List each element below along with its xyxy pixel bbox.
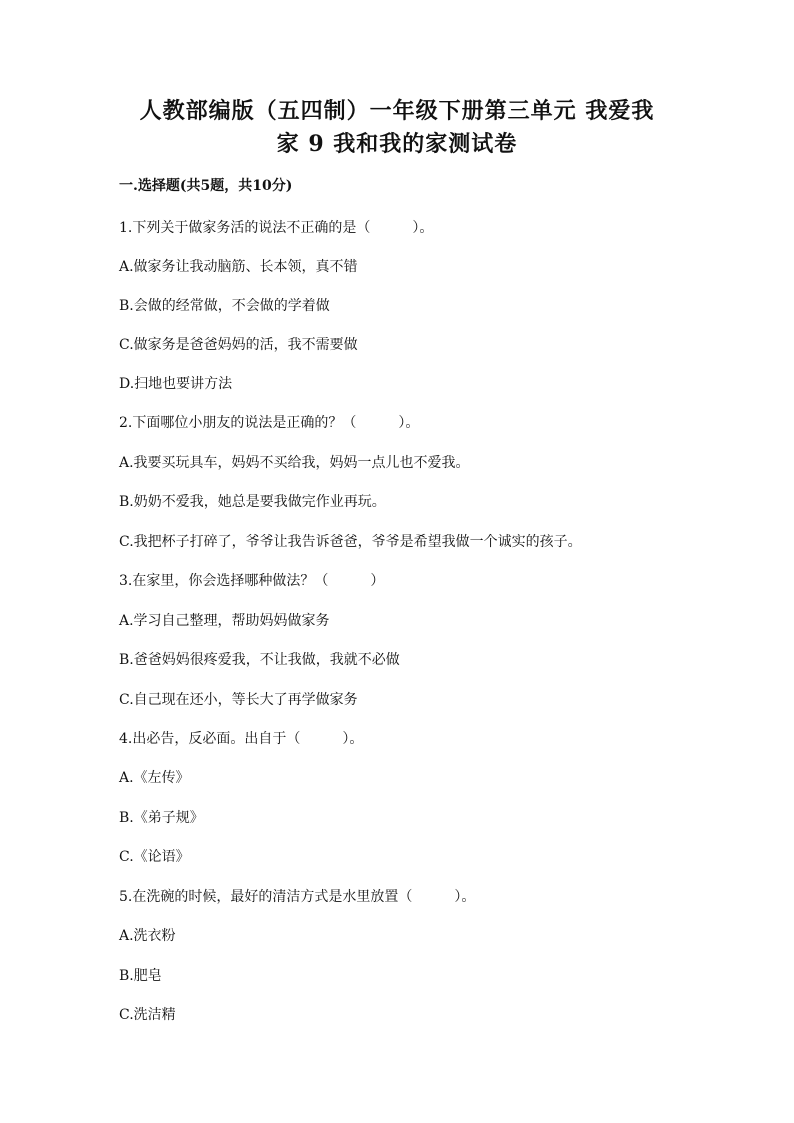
question-5-stem: 5.在洗碗的时候，最好的清洁方式是水里放置（ ）。	[119, 889, 476, 905]
question-5-option-a: A.洗衣粉	[119, 928, 176, 944]
question-5-option-c: C.洗洁精	[119, 1007, 176, 1023]
question-4-option-b: B.《弟子规》	[119, 810, 204, 826]
question-1-option-a: A.做家务让我动脑筋、长本领，真不错	[119, 259, 358, 275]
page-title-line-2: 家 9 我和我的家测试卷	[276, 131, 518, 157]
question-5-option-b: B.肥皂	[119, 968, 162, 984]
section-heading: 一.选择题(共5题，共10分)	[119, 178, 293, 194]
question-2-option-a: A.我要买玩具车，妈妈不买给我，妈妈一点儿也不爱我。	[119, 455, 470, 471]
question-2-stem: 2.下面哪位小朋友的说法是正确的？（ ）。	[119, 415, 420, 431]
question-1-stem: 1.下列关于做家务活的说法不正确的是（ ）。	[119, 220, 434, 236]
question-4-stem: 4.出必告，反必面。出自于（ ）。	[119, 731, 364, 747]
question-3-option-b: B.爸爸妈妈很疼爱我，不让我做，我就不必做	[119, 652, 400, 668]
question-1-option-c: C.做家务是爸爸妈妈的活，我不需要做	[119, 337, 358, 353]
question-2-option-b: B.奶奶不爱我，她总是要我做完作业再玩。	[119, 494, 386, 510]
question-3-option-c: C.自己现在还小，等长大了再学做家务	[119, 692, 358, 708]
question-2-option-c: C.我把杯子打碎了，爷爷让我告诉爸爸，爷爷是希望我做一个诚实的孩子。	[119, 534, 582, 550]
question-1-option-d: D.扫地也要讲方法	[119, 376, 233, 392]
question-1-option-b: B.会做的经常做，不会做的学着做	[119, 298, 330, 314]
question-4-option-c: C.《论语》	[119, 849, 190, 865]
page-title-line-1: 人教部编版（五四制）一年级下册第三单元 我爱我	[139, 98, 655, 124]
question-3-stem: 3.在家里，你会选择哪种做法？（ ）	[119, 573, 385, 589]
question-3-option-a: A.学习自己整理，帮助妈妈做家务	[119, 613, 330, 629]
question-4-option-a: A.《左传》	[119, 770, 190, 786]
